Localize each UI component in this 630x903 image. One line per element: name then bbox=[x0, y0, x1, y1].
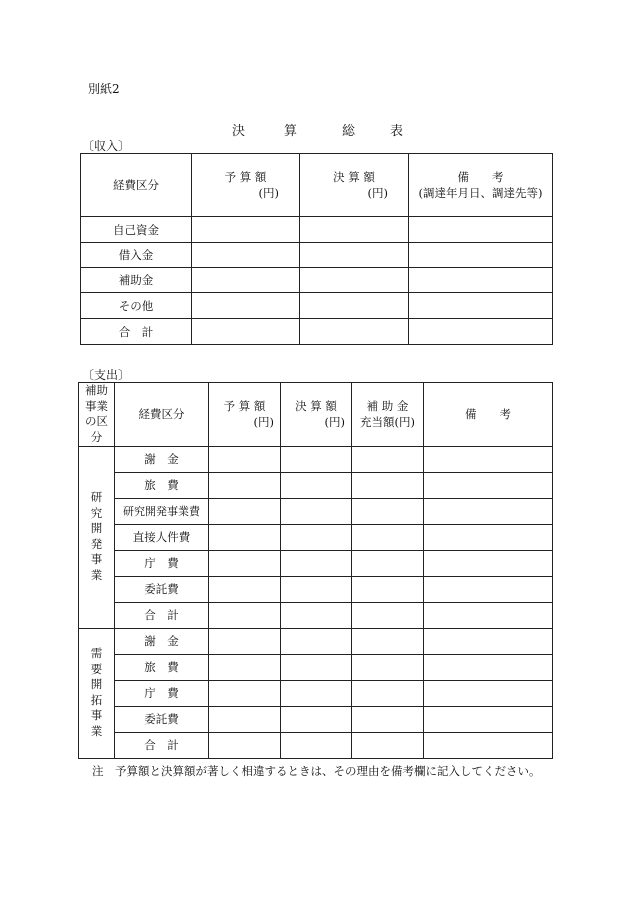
income-remarks-cell[interactable] bbox=[409, 243, 553, 268]
title-char: 決 bbox=[232, 124, 246, 139]
expense-budget-cell[interactable] bbox=[209, 654, 281, 680]
expense-budget-cell[interactable] bbox=[209, 446, 281, 472]
expense-subsidy-cell[interactable] bbox=[352, 628, 424, 654]
income-section-label: 〔収入〕 bbox=[82, 139, 131, 153]
income-row-label: 自己資金 bbox=[81, 217, 192, 243]
table-row bbox=[81, 243, 553, 268]
expense-settlement-cell[interactable] bbox=[281, 550, 352, 576]
table-row bbox=[79, 498, 553, 524]
income-header-settlement bbox=[300, 154, 409, 217]
title-char: 表 bbox=[390, 124, 404, 139]
income-remarks-cell[interactable] bbox=[409, 319, 553, 345]
income-settlement-cell[interactable] bbox=[300, 217, 409, 243]
income-settlement-cell[interactable] bbox=[300, 319, 409, 345]
expense-remarks-cell[interactable] bbox=[424, 602, 553, 628]
expense-row-label: 庁 費 bbox=[115, 680, 209, 706]
expense-subsidy-cell[interactable] bbox=[352, 524, 424, 550]
expense-settlement-cell[interactable] bbox=[281, 706, 352, 732]
expense-remarks-cell[interactable] bbox=[424, 472, 553, 498]
income-header-budget-label: 予 算 額 bbox=[224, 170, 267, 184]
table-row bbox=[79, 732, 553, 758]
table-row bbox=[79, 680, 553, 706]
income-row-label: 借入金 bbox=[81, 243, 192, 268]
income-remarks-cell[interactable] bbox=[409, 268, 553, 293]
expense-header-category: 経費区分 bbox=[115, 383, 209, 447]
expense-subsidy-cell[interactable] bbox=[352, 550, 424, 576]
document-title bbox=[232, 120, 403, 139]
expense-subsidy-cell[interactable] bbox=[352, 602, 424, 628]
table-row bbox=[79, 654, 553, 680]
expense-row-label: 庁 費 bbox=[115, 550, 209, 576]
income-header-budget bbox=[192, 154, 300, 217]
income-header-remarks-sub: (調達年月日、調達先等) bbox=[418, 186, 543, 200]
expense-subsidy-cell[interactable] bbox=[352, 732, 424, 758]
expense-remarks-cell[interactable] bbox=[424, 654, 553, 680]
expense-settlement-cell[interactable] bbox=[281, 628, 352, 654]
expense-settlement-cell[interactable] bbox=[281, 524, 352, 550]
expense-group-demand bbox=[79, 628, 115, 758]
expense-header-budget-unit: (円) bbox=[253, 415, 274, 430]
expense-settlement-cell[interactable] bbox=[281, 680, 352, 706]
expense-row-label: 研究開発事業費 bbox=[115, 498, 209, 524]
income-row-label: 補助金 bbox=[81, 268, 192, 293]
table-row bbox=[81, 293, 553, 319]
expense-row-label: 謝 金 bbox=[115, 446, 209, 472]
income-header-settlement-unit: (円) bbox=[367, 186, 388, 200]
expense-header-project-type bbox=[79, 383, 115, 447]
income-header-row bbox=[81, 154, 553, 217]
expense-budget-cell[interactable] bbox=[209, 732, 281, 758]
expense-subsidy-cell[interactable] bbox=[352, 472, 424, 498]
expense-remarks-cell[interactable] bbox=[424, 706, 553, 732]
expense-remarks-cell[interactable] bbox=[424, 576, 553, 602]
table-row bbox=[79, 472, 553, 498]
income-header-budget-unit: (円) bbox=[258, 186, 279, 200]
expense-budget-cell[interactable] bbox=[209, 524, 281, 550]
expense-row-label: 合 計 bbox=[115, 732, 209, 758]
expense-subsidy-cell[interactable] bbox=[352, 498, 424, 524]
table-row bbox=[79, 706, 553, 732]
expense-header-subsidy-sub: 充当額(円) bbox=[360, 415, 415, 430]
expense-remarks-cell[interactable] bbox=[424, 732, 553, 758]
income-budget-cell[interactable] bbox=[192, 243, 300, 268]
expense-subsidy-cell[interactable] bbox=[352, 654, 424, 680]
expense-header-remarks: 備 考 bbox=[424, 383, 553, 447]
income-row-label: 合 計 bbox=[81, 319, 192, 345]
income-header-remarks bbox=[409, 154, 553, 217]
expense-settlement-cell[interactable] bbox=[281, 498, 352, 524]
income-budget-cell[interactable] bbox=[192, 319, 300, 345]
expense-header-project-type-label: 補助事業の区分 bbox=[84, 383, 108, 444]
income-budget-cell[interactable] bbox=[192, 268, 300, 293]
expense-remarks-cell[interactable] bbox=[424, 524, 553, 550]
expense-row-label: 旅 費 bbox=[115, 654, 209, 680]
expense-row-label: 委託費 bbox=[115, 706, 209, 732]
expense-section-label: 〔支出〕 bbox=[82, 368, 131, 382]
expense-group-research bbox=[79, 446, 115, 628]
table-row bbox=[79, 550, 553, 576]
expense-row-label: 謝 金 bbox=[115, 628, 209, 654]
income-table bbox=[80, 153, 553, 345]
expense-header-subsidy bbox=[352, 383, 424, 447]
table-row bbox=[79, 602, 553, 628]
expense-group-demand-label: 需要開拓事業 bbox=[90, 646, 103, 738]
expense-budget-cell[interactable] bbox=[209, 472, 281, 498]
income-header-settlement-label: 決 算 額 bbox=[333, 170, 375, 184]
income-header-remarks-label: 備 考 bbox=[457, 170, 504, 184]
title-char: 総 bbox=[342, 124, 356, 139]
table-row bbox=[81, 319, 553, 345]
expense-settlement-cell[interactable] bbox=[281, 732, 352, 758]
expense-budget-cell[interactable] bbox=[209, 498, 281, 524]
expense-row-label: 合 計 bbox=[115, 602, 209, 628]
table-row bbox=[79, 524, 553, 550]
expense-subsidy-cell[interactable] bbox=[352, 446, 424, 472]
expense-remarks-cell[interactable] bbox=[424, 550, 553, 576]
expense-remarks-cell[interactable] bbox=[424, 628, 553, 654]
annex-label: 別紙2 bbox=[88, 82, 120, 96]
footnote: 注 予算額と決算額が著しく相違するときは、その理由を備考欄に記入してください。 bbox=[92, 764, 541, 778]
expense-settlement-cell[interactable] bbox=[281, 654, 352, 680]
income-budget-cell[interactable] bbox=[192, 217, 300, 243]
expense-settlement-cell[interactable] bbox=[281, 446, 352, 472]
expense-budget-cell[interactable] bbox=[209, 602, 281, 628]
expense-remarks-cell[interactable] bbox=[424, 498, 553, 524]
expense-table bbox=[78, 382, 553, 759]
expense-subsidy-cell[interactable] bbox=[352, 576, 424, 602]
income-row-label: その他 bbox=[81, 293, 192, 319]
income-settlement-cell[interactable] bbox=[300, 293, 409, 319]
expense-group-research-label: 研究開発事業 bbox=[90, 490, 103, 582]
expense-header-row bbox=[79, 383, 553, 447]
expense-row-label: 直接人件費 bbox=[115, 524, 209, 550]
expense-remarks-cell[interactable] bbox=[424, 680, 553, 706]
expense-budget-cell[interactable] bbox=[209, 706, 281, 732]
expense-remarks-cell[interactable] bbox=[424, 446, 553, 472]
expense-settlement-cell[interactable] bbox=[281, 576, 352, 602]
income-remarks-cell[interactable] bbox=[409, 293, 553, 319]
income-header-category: 経費区分 bbox=[81, 154, 192, 217]
expense-header-settlement-unit: (円) bbox=[324, 415, 345, 430]
table-row bbox=[81, 268, 553, 293]
income-remarks-cell[interactable] bbox=[409, 217, 553, 243]
table-row bbox=[79, 576, 553, 602]
income-budget-cell[interactable] bbox=[192, 293, 300, 319]
table-row bbox=[79, 628, 553, 654]
expense-budget-cell[interactable] bbox=[209, 628, 281, 654]
expense-header-settlement bbox=[281, 383, 352, 447]
expense-row-label: 旅 費 bbox=[115, 472, 209, 498]
expense-header-budget-label: 予 算 額 bbox=[223, 399, 266, 414]
expense-header-budget bbox=[209, 383, 281, 447]
expense-budget-cell[interactable] bbox=[209, 576, 281, 602]
table-row bbox=[81, 217, 553, 243]
expense-settlement-cell[interactable] bbox=[281, 602, 352, 628]
expense-header-settlement-label: 決 算 額 bbox=[295, 399, 337, 414]
title-char: 算 bbox=[284, 124, 298, 139]
expense-budget-cell[interactable] bbox=[209, 550, 281, 576]
expense-header-subsidy-label: 補 助 金 bbox=[366, 399, 409, 414]
income-settlement-cell[interactable] bbox=[300, 268, 409, 293]
expense-subsidy-cell[interactable] bbox=[352, 706, 424, 732]
table-row bbox=[79, 446, 553, 472]
expense-settlement-cell[interactable] bbox=[281, 472, 352, 498]
expense-budget-cell[interactable] bbox=[209, 680, 281, 706]
income-settlement-cell[interactable] bbox=[300, 243, 409, 268]
expense-subsidy-cell[interactable] bbox=[352, 680, 424, 706]
expense-row-label: 委託費 bbox=[115, 576, 209, 602]
